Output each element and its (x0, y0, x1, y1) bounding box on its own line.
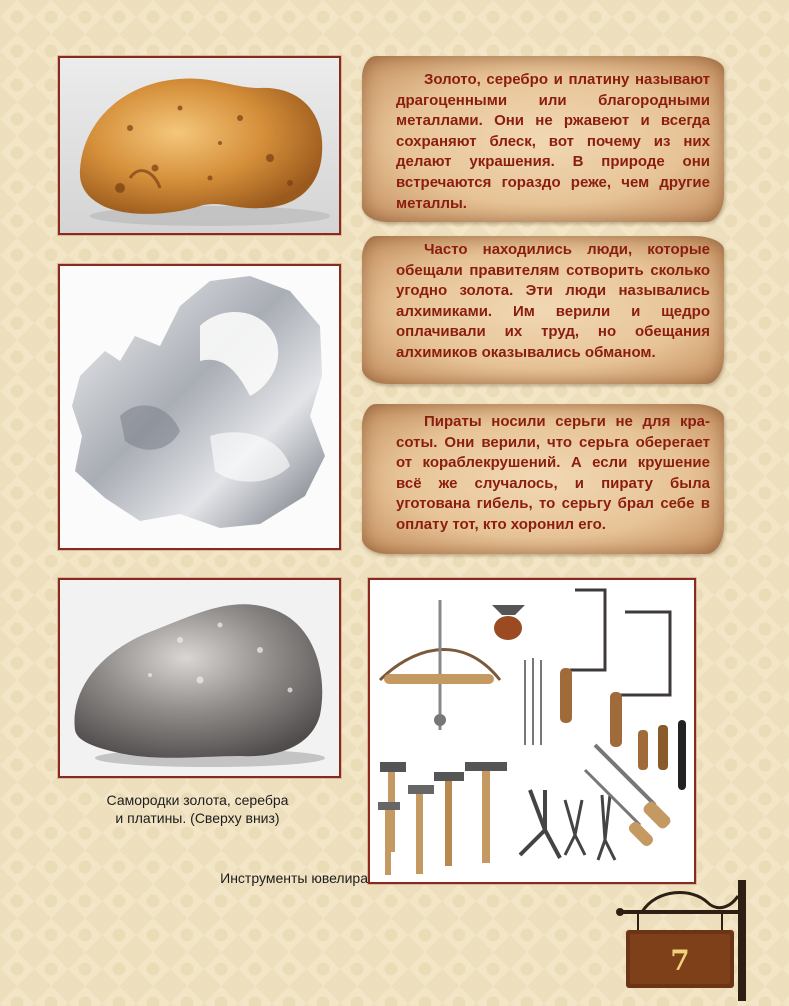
text-scroll-3 (362, 404, 724, 554)
text-block-pirates: Пираты носили серьги не для красоты. Они верили, что серьга оберегает от кораблекрушений. А если крушение всё же случалось, и пирату была уготована гибель, то серьгу брал себе в оплату тот, кто хоронил его. (396, 413, 710, 533)
tools-caption: Инструменты ювелира (220, 870, 368, 886)
platinum-nugget-photo (58, 578, 341, 778)
page-number: 7 (670, 944, 690, 977)
text-scroll-1 (362, 56, 724, 222)
gold-nugget-photo (58, 56, 341, 235)
jeweler-tools-image (370, 580, 694, 882)
page-number-sign (612, 880, 762, 1001)
nuggets-caption-line2: и платины. (Сверху вниз) (115, 810, 280, 826)
text-block-alchemists: Часто находились люди, которые обещали правителям сотворить сколько угодно золота. Эти люди назывались алхимиками. Им верили и щедро оплачивали их труд, но обещания алхимиков оказывались обманом. (396, 241, 710, 361)
silver-nugget-photo (58, 264, 341, 550)
jeweler-tools-photo (368, 578, 696, 884)
nuggets-caption (58, 791, 337, 827)
nuggets-caption-line1: Самородки золота, серебра (106, 792, 289, 808)
text-scroll-2 (362, 236, 724, 384)
text-block-precious-metals: Золото, серебро и платину называют драгоценными или благородными металлами. Они не ржавеют и всегда сохраняют блеск, вот почему из них делают украшения. В природе они встречаются гораздо реже, чем другие металлы. (396, 71, 710, 212)
silver-nugget-image (60, 266, 339, 548)
gold-nugget-image (60, 58, 339, 233)
platinum-nugget-image (60, 580, 339, 776)
